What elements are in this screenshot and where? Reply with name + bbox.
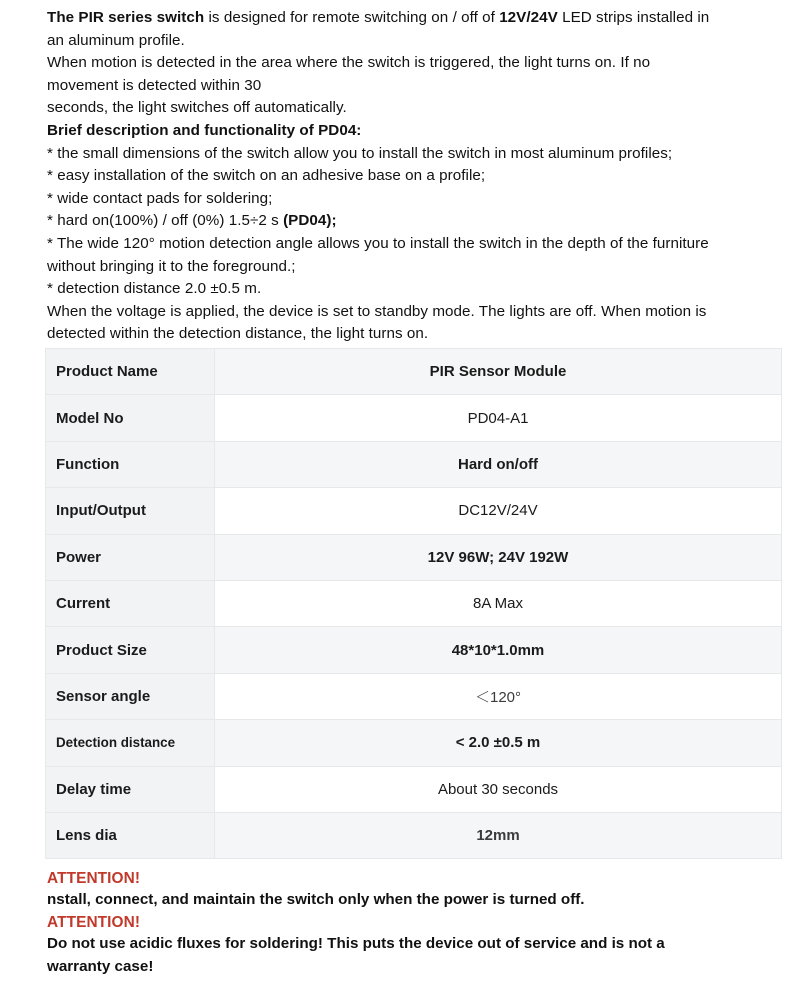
attention-notes-block	[47, 868, 753, 978]
description-line	[47, 278, 753, 301]
description-line	[47, 52, 753, 75]
table-row	[46, 673, 782, 719]
description-line	[47, 75, 753, 98]
description-line	[47, 143, 753, 166]
description-text: * the small dimensions of the switch allow you to install the switch in most aluminum profiles;	[47, 144, 673, 162]
spec-label-cell: Input/Output	[46, 488, 215, 534]
description-text: an aluminum profile.	[47, 31, 185, 49]
table-row	[46, 488, 782, 534]
description-text: 12V/24V	[499, 9, 558, 26]
attention-heading: ATTENTION!	[47, 870, 141, 887]
description-line	[47, 188, 753, 211]
description-line	[47, 120, 753, 143]
spec-value-cell: About 30 seconds	[215, 766, 782, 812]
description-text: * hard on(100%) / off (0%) 1.5÷2 s	[47, 212, 284, 230]
spec-value-cell: ＜120°	[215, 673, 782, 719]
description-text: * wide contact pads for soldering;	[47, 189, 273, 207]
description-line	[47, 7, 753, 30]
spec-value-cell: Hard on/off	[215, 441, 782, 487]
spec-value-cell: < 2.0 ±0.5 m	[215, 720, 782, 766]
description-line	[47, 165, 753, 188]
description-text: The PIR series switch	[47, 9, 205, 26]
description-line	[47, 256, 753, 279]
spec-label-cell: Model No	[46, 395, 215, 441]
table-row	[46, 441, 782, 487]
table-row	[46, 627, 782, 673]
description-text: movement is detected within 30	[47, 76, 262, 94]
table-row	[46, 534, 782, 580]
spec-label-cell: Delay time	[46, 766, 215, 812]
spec-label-cell: Current	[46, 580, 215, 626]
description-text: detected within the detection distance, the light turns on.	[47, 325, 429, 343]
table-row	[46, 580, 782, 626]
description-line	[47, 233, 753, 256]
spec-label-cell: Product Name	[46, 349, 215, 395]
spec-value-cell: DC12V/24V	[215, 488, 782, 534]
description-line	[47, 323, 753, 346]
description-text: When the voltage is applied, the device is set to standby mode. The lights are off. When motion is	[47, 302, 707, 320]
description-line	[47, 210, 753, 233]
spec-label-cell: Function	[46, 441, 215, 487]
description-line	[47, 97, 753, 120]
description-text: seconds, the light switches off automatically.	[47, 99, 347, 117]
attention-note-text: Do not use acidic fluxes for soldering! This puts the device out of service and is not a	[47, 935, 665, 953]
description-text: * The wide 120° motion detection angle allows you to install the switch in the depth of the furniture	[47, 234, 709, 252]
spec-label-cell: Sensor angle	[46, 673, 215, 719]
table-row	[46, 720, 782, 766]
spec-label-cell: Detection distance	[46, 720, 215, 766]
description-text: * detection distance 2.0 ±0.5 m.	[47, 280, 262, 298]
spec-value-cell: PIR Sensor Module	[215, 349, 782, 395]
spec-label-cell: Lens dia	[46, 812, 215, 858]
spec-value-cell: 8A Max	[215, 580, 782, 626]
description-text: * easy installation of the switch on an adhesive base on a profile;	[47, 167, 486, 185]
spec-label-cell: Power	[46, 534, 215, 580]
table-row	[46, 395, 782, 441]
spec-value-cell: 12V 96W; 24V 192W	[215, 534, 782, 580]
attention-note-text: nstall, connect, and maintain the switch only when the power is turned off.	[47, 891, 585, 909]
table-row	[46, 349, 782, 395]
description-text: (PD04);	[283, 212, 337, 230]
attention-heading: ATTENTION!	[47, 913, 141, 931]
description-text: Brief description and functionality of PD04:	[47, 121, 362, 139]
description-line	[47, 30, 753, 53]
specification-table	[45, 348, 782, 859]
table-row	[46, 766, 782, 812]
spec-value-cell: PD04-A1	[215, 395, 782, 441]
specification-table-body	[46, 349, 782, 859]
table-row	[46, 812, 782, 858]
description-text: When motion is detected in the area where the switch is triggered, the light turns on. If no	[47, 54, 651, 72]
spec-value-cell: 48*10*1.0mm	[215, 627, 782, 673]
description-text: without bringing it to the foreground.;	[47, 257, 296, 275]
description-text: is designed for remote switching on / off of	[204, 9, 500, 26]
spec-value-cell: 12mm	[215, 812, 782, 858]
spec-label-cell: Product Size	[46, 627, 215, 673]
attention-note-text: warranty case!	[47, 957, 154, 975]
description-text: LED strips installed in	[557, 9, 710, 26]
description-line	[47, 301, 753, 324]
product-description-block	[47, 7, 753, 369]
specification-table-wrap	[45, 348, 782, 859]
